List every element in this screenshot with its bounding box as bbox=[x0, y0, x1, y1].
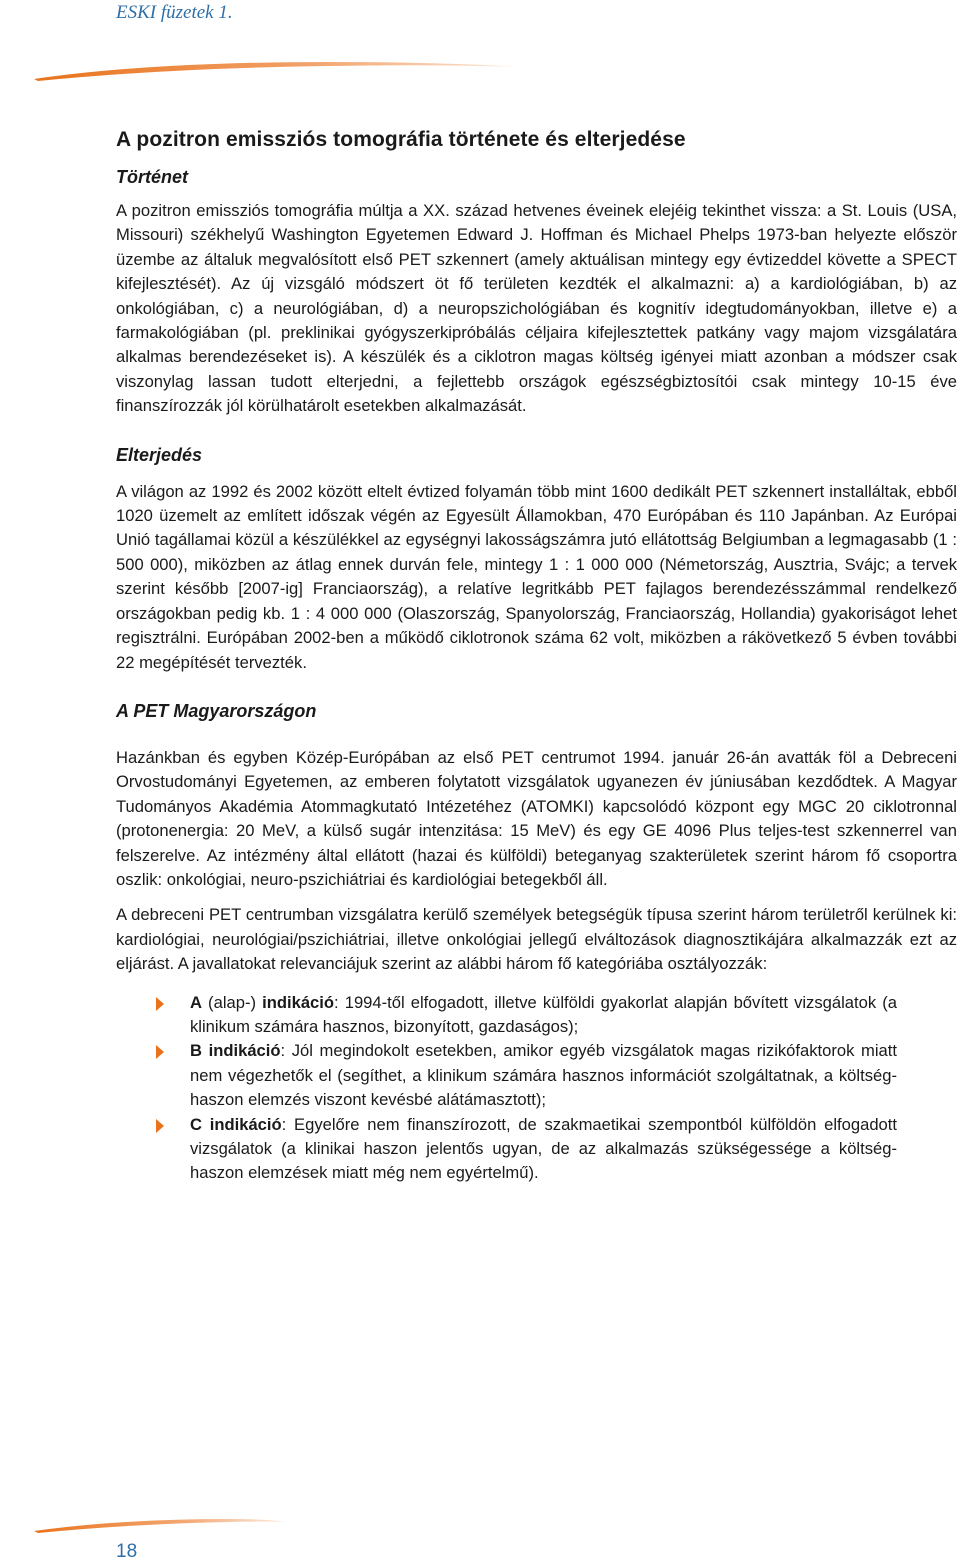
indication-text: : Jól megindokolt esetekben, amikor egyéb vizsgálatok magas rizikófaktorok miatt nem végezhetők el (segíthet, a klinikum számára hasznos információt szolgáltatnak, a költség-haszon elemzés viszont kevésbé alátámasztott); bbox=[190, 1041, 897, 1110]
indication-letter: A bbox=[190, 992, 202, 1012]
paragraph: A debreceni PET centrumban vizsgálatra kerülő személyek betegségük típusa szerint három területről kerülnek ki: kardiológiai, neurológiai/pszichiátriai, illetve onkológiai jellegű elváltozások diagnosztikájára alkalmazzák ezt az eljárást. A javallatokat relevanciájuk szerint az alábbi három fő kategóriába osztályozzák: bbox=[116, 905, 957, 974]
paragraph: Hazánkban és egyben Közép-Európában az első PET centrumot 1994. január 26-án avatták föl a Debreceni Orvostudományi Egyetemen, az emberen folytatott vizsgálatok ugyanezen év júniusában kezdődtek. A Magyar Tudományos Akadémia Atommagkutató Intézetéhez (ATOMKI) kapcsolódó központ egy MGC 20 ciklotronnal (protonenergia: 20 MeV, a külső sugár intenzitása: 15 MeV) és egy GE 4096 Plus teljes-test szkennerrel van felszerelve. Az intézmény által ellátott (hazai és külföldi) beteganyag szakterületek szerint három fő csoportra oszlik: onkológiai, neuro-pszichiátriai és kardiológiai betegekből áll. bbox=[116, 747, 957, 889]
triangle-bullet-icon bbox=[156, 997, 164, 1011]
indication-letter: C bbox=[190, 1114, 202, 1134]
article-title: A pozitron emissziós tomográfia története és elterjedése bbox=[116, 128, 686, 151]
section-tortenet bbox=[116, 167, 957, 419]
indication-text: : Egyelőre nem finanszírozott, de szakmaetikai szempontból külföldön elfogadott vizsgálatok (a klinikai haszon jelentős ugyan, de az alkalmazás szükségessége a költség-haszon elemzések miatt még nem egyértelmű). bbox=[190, 1114, 897, 1183]
series-title: ESKI füzetek 1. bbox=[116, 2, 233, 23]
list-item bbox=[116, 1113, 957, 1186]
triangle-bullet-icon bbox=[156, 1045, 164, 1059]
indication-text: : 1994-től elfogadott, illetve külföldi gyakorlat alapján bővített vizsgálatok (a klinikum számára hasznos, bizonyított, gazdaságos); bbox=[190, 992, 897, 1036]
paragraph: A pozitron emissziós tomográfia múltja a XX. század hetvenes éveinek elejéig tekinthet vissza: a St. Louis (USA, Missouri) székhelyű Washington Egyetemen Edward J. Hoffman és Michael Phelps 1973-ban helyezte először üzembe az általuk megvalósított első PET szkennert (amely aktuálisan mintegy egy évtizeddel követte a SPECT kifejlesztését). Az új vizsgáló módszert öt fő területen kezdték el alkalmazni: a) a kardiológiában, b) az onkológiában, c) a neurológiában, d) a neuropszichológiában és kognitív idegtudományokban, illetve e) a farmakológiában (pl. preklinikai gyógyszerkipróbálás céljaira kifejlesztettek patkány vagy majom vizsgálatára alkalmas berendezéseket is). A készülék és a ciklotron magas költség igényei miatt azonban a módszer csak viszonylag lassan tudott elterjedni, a fejlettebb országok egészségbiztosítói csak mintegy 10-15 éve finanszírozzák jól körülhatárolt esetekben alkalmazását. bbox=[116, 201, 957, 416]
page-number: 18 bbox=[116, 1541, 138, 1562]
section-heading: Elterjedés bbox=[116, 444, 203, 465]
indication-qualifier bbox=[202, 1115, 210, 1134]
section-pet-magyarorszagon bbox=[116, 701, 957, 1186]
indication-list bbox=[116, 991, 957, 1186]
indication-letter: B bbox=[190, 1041, 202, 1061]
indication-qualifier bbox=[202, 1041, 209, 1060]
paragraph: A világon az 1992 és 2002 között eltelt évtized folyamán több mint 1600 dedikált PET szkennert installáltak, ebből 1020 üzemelt az említett időszak végén az Egyesült Államokban, 470 Európában és 110 Japánban. Az Európai Unió tagállamai közül a készülékkel az egységnyi lakosságszámra jutó ellátottság Belgiumban a legmagasabb (1 : 500 000), miközben az átlag ennek durván fele, mintegy 1 : 1 000 000 (Németország, Ausztria, Svájc; a tervek szerint később [2007-ig] Franciaország), a relatíve legritkább PET fajlagos berendezésszámmal rendelkező országokban pedig kb. 1 : 4 000 000 (Olaszország, Spanyolország, Franciaország, Hollandia) gyakoriságot lehet regisztrálni. Európában 2002-ben a működő ciklotronok száma 62 volt, miközben a rákövetkező 5 évben további 22 megépítését tervezték. bbox=[116, 481, 957, 672]
indication-label: indikáció bbox=[209, 1114, 282, 1134]
list-item bbox=[116, 991, 957, 1040]
header-swoosh-decoration bbox=[0, 0, 960, 90]
indication-label: indikáció bbox=[208, 1041, 281, 1061]
section-heading: Történet bbox=[116, 167, 188, 187]
indication-qualifier: (alap-) bbox=[201, 992, 263, 1012]
indication-label: indikáció bbox=[262, 992, 335, 1012]
triangle-bullet-icon bbox=[156, 1119, 164, 1133]
article bbox=[116, 128, 957, 1186]
section-elterjedes bbox=[116, 445, 957, 675]
section-heading: A PET Magyarországon bbox=[116, 700, 317, 721]
list-item bbox=[116, 1039, 957, 1112]
